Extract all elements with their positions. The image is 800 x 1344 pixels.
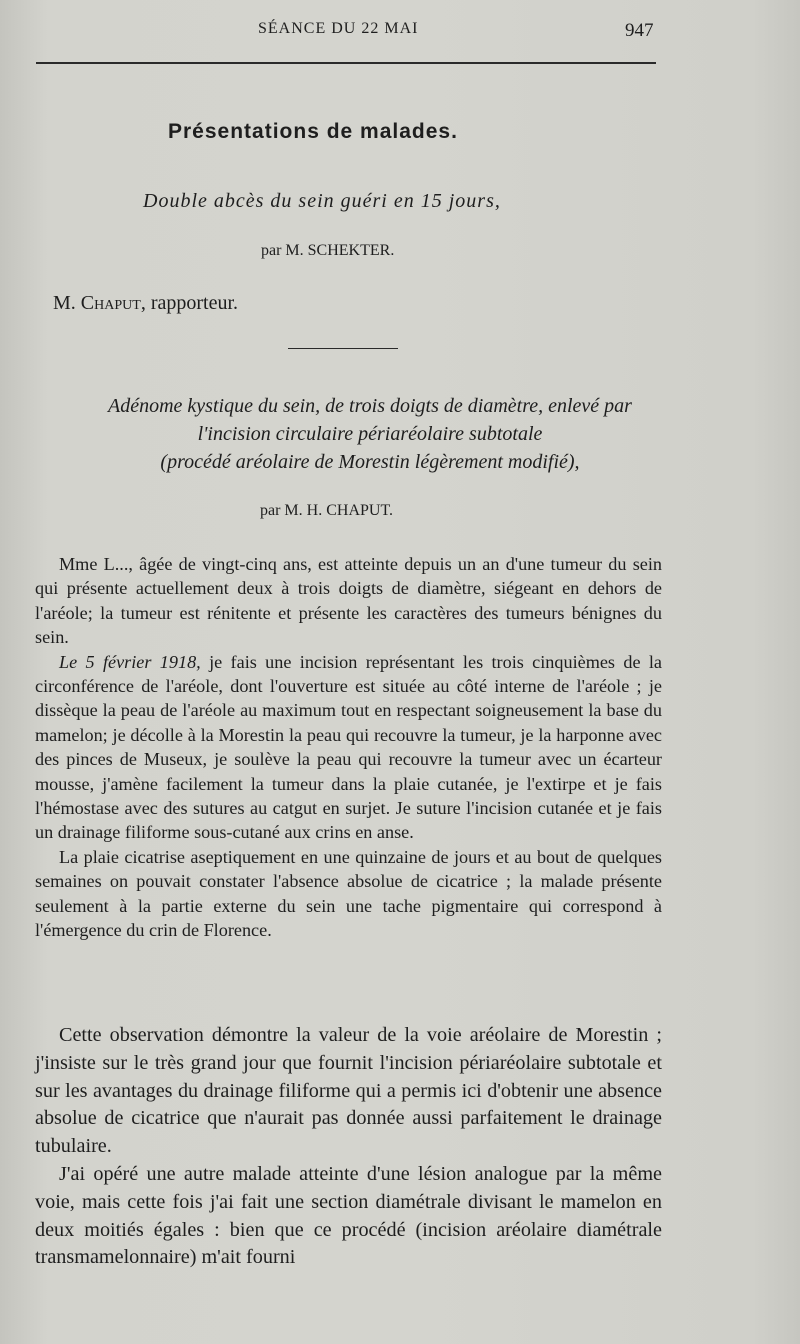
rapporteur-name: Chaput [80, 292, 141, 314]
running-title: SÉANCE DU 22 MAI [258, 20, 419, 37]
article2-title-line: (procédé aréolaire de Morestin légèrement modifié), [160, 451, 580, 473]
article1-title: Double abcès du sein guéri en 15 jours, [143, 190, 501, 212]
article1-rapporteur [53, 292, 238, 315]
page-number: 947 [625, 20, 654, 41]
paragraph: Cette observation démontre la valeur de la voie aréolaire de Morestin ; j'insiste sur le très grand jour que fournit l'incision périaréolaire subtotale et sur les avantages du drainage filiforme qui a permis ici d'obtenir une absence absolue de cicatrice que n'aurait pas donnée aussi parfaitement le drainage tubulaire. [35, 1024, 662, 1158]
observation-text [35, 552, 662, 943]
article2-author: par M. H. CHAPUT. [260, 502, 394, 519]
article2-title [20, 392, 720, 476]
header-rule [36, 62, 656, 64]
paragraph-text: je fais une incision représentant les trois cinquièmes de la circonférence de l'aréole, dont l'ouverture est située au côté interne de l'aréole ; je dissèque la peau de l'aréole au maximum tout en respectant soigneusement la base du mamelon; je décolle à la Morestin la peau qui recouvre la tumeur, je la harponne avec des pinces de Museux, je soulève la peau qui recouvre la tumeur avec un écarteur mousse, j'amène facilement la tumeur dans la plaie cutanée, je l'extirpe et je fais l'hémostase avec des sutures au catgut en surjet. Je suture l'incision cutanée et je fais un drainage filiforme sous-cutané aux crins en anse. [35, 651, 662, 843]
rapporteur-prefix: M. [53, 292, 81, 314]
commentary-text [35, 1022, 662, 1272]
paragraph: La plaie cicatrise aseptiquement en une quinzaine de jours et au bout de quelques semaines on pouvait constater l'absence absolue de cicatrice ; la malade présente seulement à la partie externe du sein une tache pigmentaire qui correspond à l'émergence du crin de Florence. [35, 846, 662, 941]
article2-title-line: l'incision circulaire périaréolaire subtotale [197, 423, 543, 445]
paragraph: J'ai opéré une autre malade atteinte d'une lésion analogue par la même voie, mais cette fois j'ai fait une section diamétrale divisant le mamelon en deux moitiés égales : bien que ce procédé (incision aréolaire diamétrale transmamelonnaire) m'ait fourni [35, 1162, 662, 1269]
paragraph-date: Le 5 février 1918, [59, 651, 201, 672]
rapporteur-suffix: , rapporteur. [140, 292, 238, 314]
paragraph [35, 650, 662, 845]
article1-author: par M. SCHEKTER. [261, 242, 395, 259]
separator-rule [288, 348, 398, 349]
section-title: Présentations de malades. [168, 120, 458, 143]
article2-title-line: Adénome kystique du sein, de trois doigts de diamètre, enlevé par [108, 395, 632, 417]
paragraph: Mme L..., âgée de vingt-cinq ans, est atteinte depuis un an d'une tumeur du sein qui présente actuellement deux à trois doigts de diamètre, siégeant en dehors de l'aréole; la tumeur est rénitente et présente les caractères des tumeurs bénignes du sein. [35, 554, 662, 648]
